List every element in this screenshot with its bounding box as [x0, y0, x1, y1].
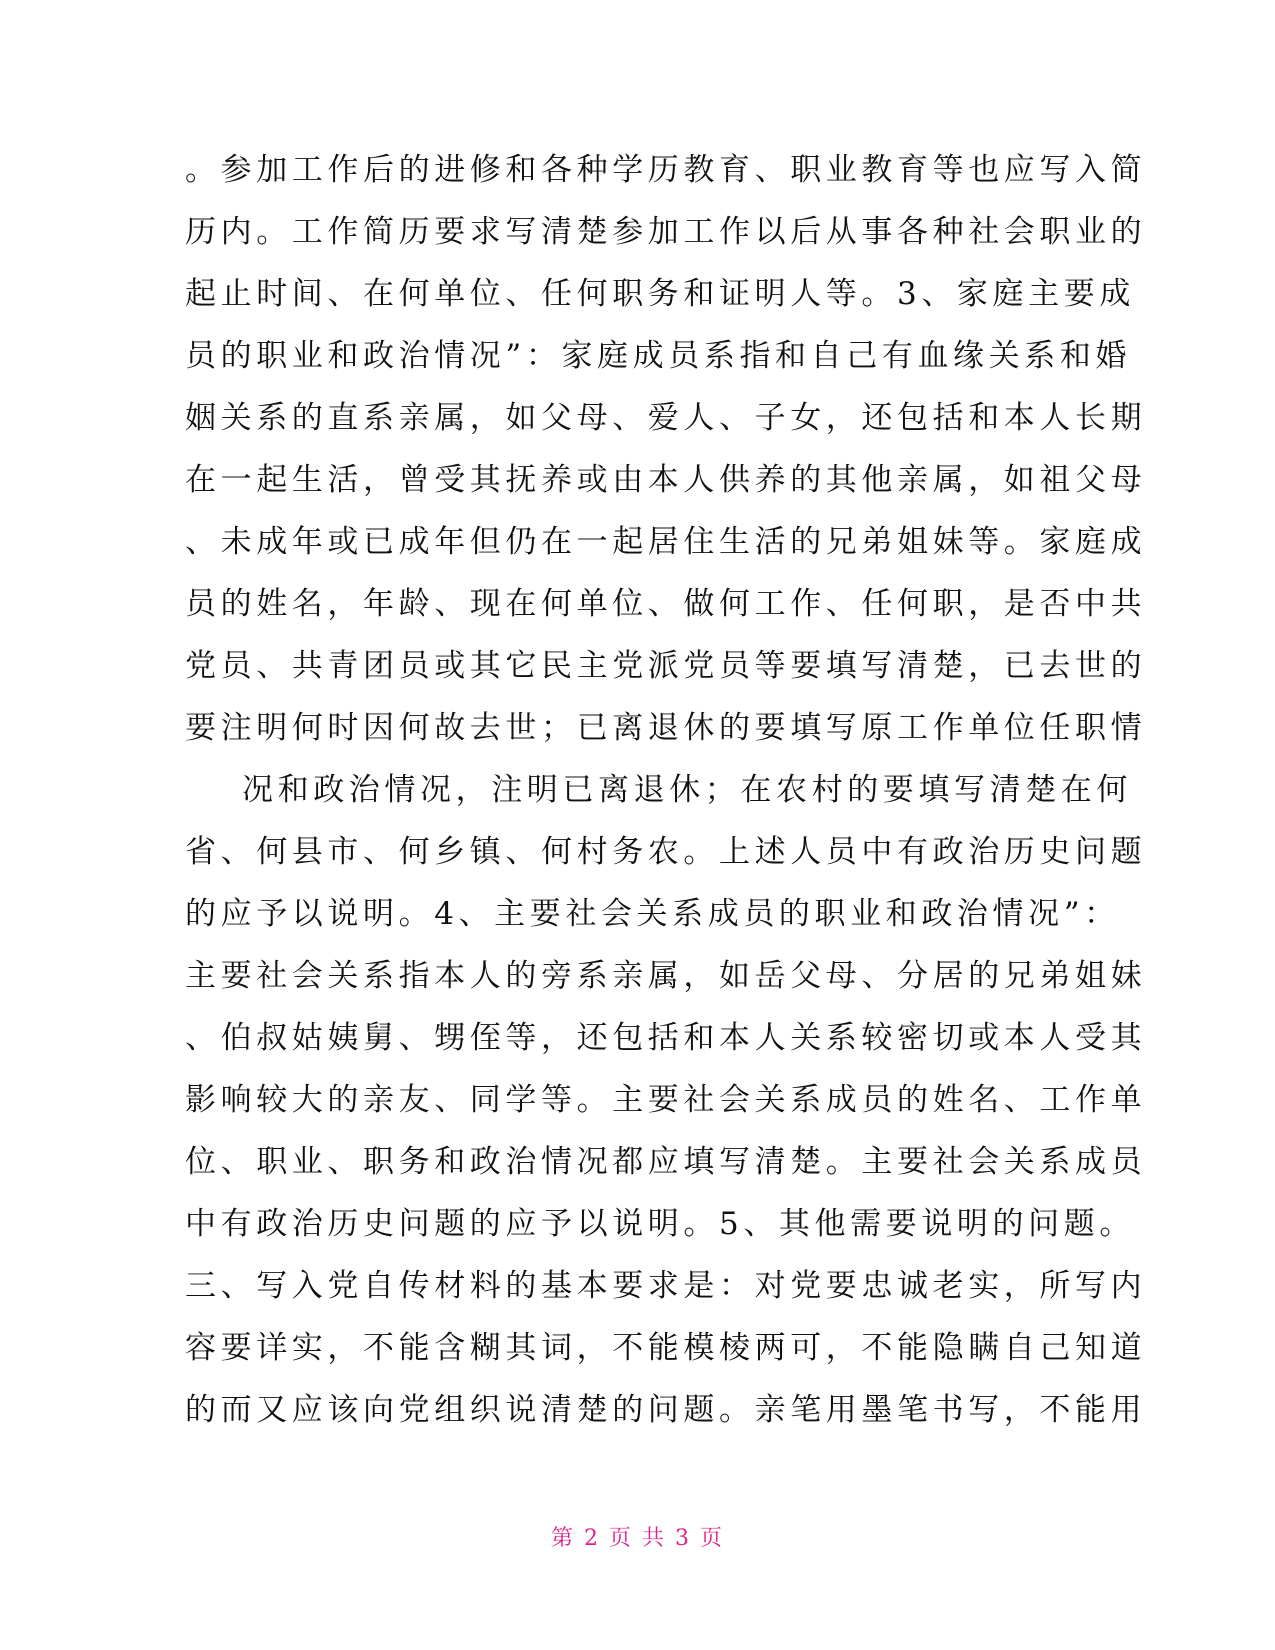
paragraph-start-line: 况和政治情况，注明已离退休；在农村的要填写清楚在何	[242, 772, 1132, 808]
text-line: 三、写入党自传材料的基本要求是：对党要忠诚老实，所写内	[185, 1268, 1147, 1304]
text-line: 影响较大的亲友、同学等。主要社会关系成员的姓名、工作单	[185, 1082, 1147, 1118]
text-line: 。参加工作后的进修和各种学历教育、职业教育等也应写入简	[185, 152, 1147, 188]
text-line: 位、职业、职务和政治情况都应填写清楚。主要社会关系成员	[185, 1144, 1147, 1180]
text-line: 中有政治历史问题的应予以说明。5、其他需要说明的问题。	[185, 1206, 1135, 1242]
text-line: 员的姓名，年龄、现在何单位、做何工作、任何职，是否中共	[185, 586, 1147, 622]
text-line: 姻关系的直系亲属，如父母、爱人、子女，还包括和本人长期	[185, 400, 1147, 436]
text-line: 起止时间、在何单位、任何职务和证明人等。3、家庭主要成	[185, 276, 1135, 312]
text-line: 、伯叔姑姨舅、甥侄等，还包括和本人关系较密切或本人受其	[185, 1020, 1147, 1056]
text-line: 党员、共青团员或其它民主党派党员等要填写清楚，已去世的	[185, 648, 1147, 684]
text-line: 的而又应该向党组织说清楚的问题。亲笔用墨笔书写，不能用	[185, 1392, 1147, 1428]
text-line: 、未成年或已成年但仍在一起居住生活的兄弟姐妹等。家庭成	[185, 524, 1147, 560]
text-line: 在一起生活，曾受其抚养或由本人供养的其他亲属，如祖父母	[185, 462, 1147, 498]
body-text	[185, 139, 1147, 1441]
page-number-footer: 第 2 页 共 3 页	[551, 1526, 724, 1551]
text-line: 的应予以说明。4、主要社会关系成员的职业和政治情况”：	[185, 896, 1120, 932]
text-line: 历内。工作简历要求写清楚参加工作以后从事各种社会职业的	[185, 214, 1147, 250]
text-line: 要注明何时因何故去世；已离退休的要填写原工作单位任职情	[185, 710, 1147, 746]
text-line: 容要详实，不能含糊其词，不能模棱两可，不能隐瞒自己知道	[185, 1330, 1147, 1366]
text-line: 省、何县市、何乡镇、何村务农。上述人员中有政治历史问题	[185, 834, 1147, 870]
text-line: 员的职业和政治情况”：家庭成员系指和自己有血缘关系和婚	[185, 338, 1132, 374]
text-line: 主要社会关系指本人的旁系亲属，如岳父母、分居的兄弟姐妹	[185, 958, 1147, 994]
